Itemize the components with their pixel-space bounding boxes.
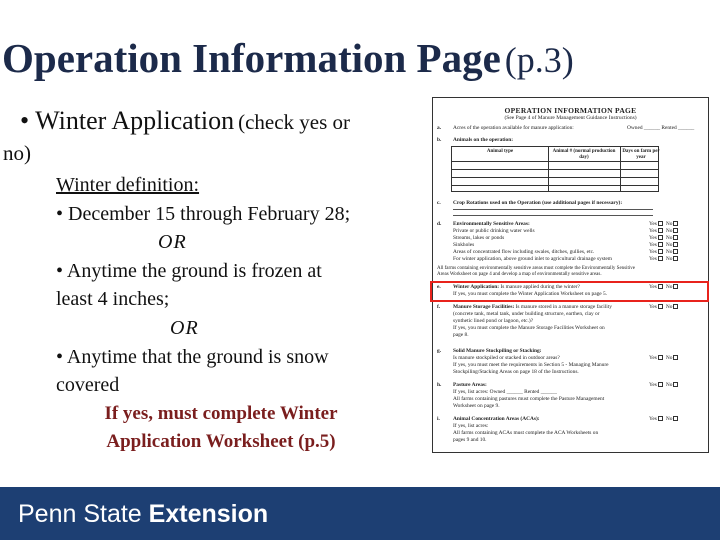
form-row-h: h. Pasture Areas: Yes No [437,382,703,389]
form-row-g: g. Solid Manure Stockpiling or Stacking: [437,348,542,354]
definition-line: • Anytime the ground is frozen at [56,259,322,282]
form-g-line: If yes, you must meet the requirements in Section 5 - Managing Manure [453,362,609,368]
definition-line: least 4 inches; [56,288,170,311]
table-header: Days on farm per year [622,149,660,160]
form-h-line: All farms containing pastures must complete the Pasture Management [453,396,605,402]
form-g-line: Stockpiling/Stacking Areas on page 18 of the Instructions. [453,369,579,375]
form-h-line: Worksheet on page 9. [453,403,500,409]
definition-or: OR [158,231,187,254]
definition-line: • December 15 through February 28; [56,202,351,225]
table-header: Animal # (normal production day) [552,149,616,160]
winter-application-highlight [430,281,709,302]
winter-definition-block [56,171,416,400]
form-d-note: Areas Worksheet on page 4 and develop a map of environmentally sensitive areas. [437,272,602,277]
callout-line: If yes, must complete Winter [104,403,338,424]
form-f-line: If yes, you must complete the Manure Storage Facilities Worksheet on [453,325,605,331]
winter-application-bullet [20,104,420,141]
operation-information-form-image [432,97,709,453]
form-d-item: For winter application, above ground inlet to agricultural drainage system Yes No [453,256,709,263]
bullet-heading: • Winter Application [20,106,235,135]
form-f-line: (concrete tank, metal tank, under building structure, earthen, clay or [453,311,600,317]
form-row-e: e. Winter Application: Is manure applied during the winter? Yes No [437,284,703,291]
form-i-line: pages 9 and 10. [453,437,487,443]
title-page-ref: (p.3) [504,40,574,80]
definition-or: OR [170,316,199,339]
form-d-item: Private or public drinking water wells Yes No [453,228,709,235]
brand-extension: Extension [148,500,269,528]
form-row-b: b. Animals on the operation: [437,137,514,143]
title-main: Operation Information Page [2,35,501,81]
form-i-line: All farms containing ACAs must complete the ACA Worksheets on [453,430,599,436]
bullet-note: (check yes or [238,110,351,134]
form-h-line: If yes, list acres: Owned ______ Rented ______ [453,389,557,395]
form-d-item: Areas of concentrated flow including swales, ditches, gullies, etc. Yes No [453,249,709,256]
table-header: Animal type [486,149,514,154]
definition-line: • Anytime that the ground is snow [56,345,329,368]
animals-table [451,146,659,192]
form-d-note: All farms containing environmentally sensitive areas must complete the Environmentally Sensitive [437,266,636,271]
slide-title [2,34,574,82]
form-f-line: synthetic lined pond or lagoon, etc.)? [453,318,534,324]
form-e-sub: If yes, you must complete the Winter Application Worksheet on page 5. [453,291,608,297]
form-row-d: d. Environmentally Sensitive Areas: Yes No [437,221,703,228]
form-d-item: Sinkholes Yes No [453,242,709,249]
callout-line: Application Worksheet (p.5) [106,431,336,452]
form-row-f: f. Manure Storage Facilities: Is manure stored in a manure storage facility Yes No [437,304,703,311]
form-g-line: Is manure stockpiled or stacked in outdoor areas? Yes No [453,355,709,362]
form-row-a: a. Acres of the operation available for manure application: Owned ______ Rented ______ [437,125,695,131]
form-row-i: i. Animal Concentration Areas (ACAs): Yes No [437,416,703,423]
form-i-line: If yes, list acres: [453,423,489,429]
form-d-item: Streams, lakes or ponds Yes No [453,235,709,242]
form-f-line: page 8. [453,332,469,338]
form-title: OPERATION INFORMATION PAGE [504,106,637,115]
definition-heading: Winter definition: [56,174,200,196]
bullet-note-wrap: no) [3,141,31,165]
worksheet-callout [66,400,376,456]
form-subtitle: (See Page 4 of Manure Management Guidance Instructions) [504,115,637,121]
definition-line: covered [56,374,120,397]
penn-state-extension-logo [18,500,268,529]
brand-penn-state: Penn State [18,500,142,528]
form-row-c: c. Crop Rotations used on the Operation (use additional pages if necessary): [437,200,623,206]
footer-bar [0,487,720,540]
